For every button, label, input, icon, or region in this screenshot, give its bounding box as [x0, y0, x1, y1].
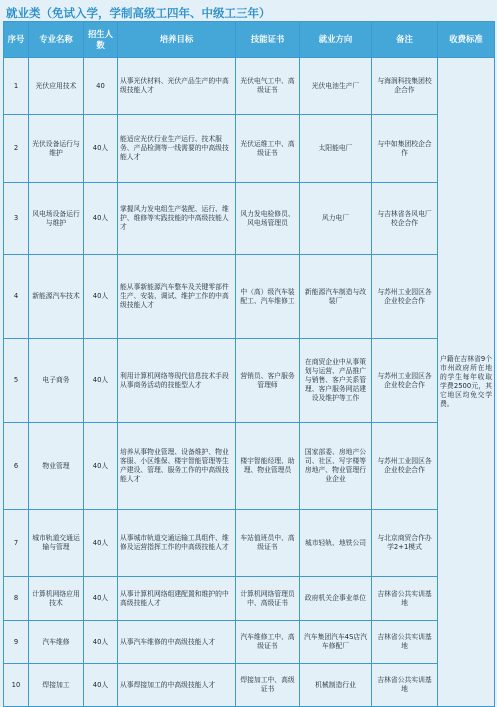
- row-career: 政府机关企事业单位: [300, 577, 372, 621]
- row-enroll: 40: [84, 58, 118, 115]
- table-header-row: [4, 22, 495, 58]
- row-no: 6: [4, 423, 29, 510]
- row-major: 光伏设备运行与维护: [29, 115, 84, 183]
- header-major: 专业名称: [29, 22, 84, 58]
- row-major: 电子商务: [29, 339, 84, 423]
- table-row: [4, 423, 495, 510]
- row-enroll: 40人: [84, 255, 118, 339]
- row-major: 汽车维修: [29, 621, 84, 664]
- row-cert: 光伏运维工中、高级证书: [236, 115, 300, 183]
- row-career: 汽车集团汽车4S店汽车修配厂: [300, 621, 372, 664]
- header-fee: 收费标准: [438, 22, 495, 58]
- row-goal: 从事计算机网络组建配置和维护的中高级技能人才: [118, 577, 236, 621]
- table-row: [4, 577, 495, 621]
- row-note: 与北京商贸合作办学2+1模式: [372, 510, 438, 577]
- row-major: 新能源汽车技术: [29, 255, 84, 339]
- row-enroll: 40人: [84, 115, 118, 183]
- row-goal: 利用计算机网络等现代信息技术手段从事商务活动的技能型人才: [118, 339, 236, 423]
- row-no: 5: [4, 339, 29, 423]
- row-note: 与海润科技集团校企合作: [372, 58, 438, 115]
- row-no: 4: [4, 255, 29, 339]
- row-cert: 光伏电气工中、高级证书: [236, 58, 300, 115]
- row-cert: 车站值班员中、高级证书: [236, 510, 300, 577]
- table-row: [4, 115, 495, 183]
- row-enroll: 40人: [84, 423, 118, 510]
- row-note: 吉林省公共实训基地: [372, 577, 438, 621]
- row-note: 与中如集团校企合作: [372, 115, 438, 183]
- row-cert: 营销员、客户服务管理师: [236, 339, 300, 423]
- row-enroll: 40人: [84, 183, 118, 255]
- row-major: 焊接加工: [29, 664, 84, 707]
- row-note: 吉林省公共实训基地: [372, 664, 438, 707]
- row-cert: 焊接加工中、高级证书: [236, 664, 300, 707]
- row-cert: 楼宇智能经理、助理、物业管理员: [236, 423, 300, 510]
- row-cert: 中（高）级汽车装配工、汽车维修工: [236, 255, 300, 339]
- row-career: 城市轻轨、地铁公司: [300, 510, 372, 577]
- table-row: [4, 255, 495, 339]
- row-major: 城市轨道交通运输与管理: [29, 510, 84, 577]
- table-row: [4, 183, 495, 255]
- row-enroll: 40人: [84, 577, 118, 621]
- row-no: 8: [4, 577, 29, 621]
- header-goal: 培养目标: [118, 22, 236, 58]
- row-note: 吉林省公共实训基地: [372, 621, 438, 664]
- row-major: 计算机网络应用技术: [29, 577, 84, 621]
- row-no: 3: [4, 183, 29, 255]
- row-note: 与吉林省各风电厂校企合作: [372, 183, 438, 255]
- row-goal: 从事光伏材料、光伏产品生产的中高级技能人才: [118, 58, 236, 115]
- table-row: [4, 58, 495, 115]
- header-note: 备注: [372, 22, 438, 58]
- row-career: 风力电厂: [300, 183, 372, 255]
- row-no: 2: [4, 115, 29, 183]
- header-cert: 技能证书: [236, 22, 300, 58]
- header-enroll: 招生人数: [84, 22, 118, 58]
- row-career: 在商贸企业中从事策划与运营、产品推广与销售、客户关系管理、客户服务网站建设及维护等工作: [300, 339, 372, 423]
- row-no: 9: [4, 621, 29, 664]
- row-enroll: 40人: [84, 339, 118, 423]
- row-goal: 培养从事物业管理、设备维护、物业客服、小区维保、楼宇智能管理等生产建设、管理、服务工作的中高级技能人才: [118, 423, 236, 510]
- row-goal: 能适应光伏行业生产运行、技术服务、产品检测等一线需要的中高级技能人才: [118, 115, 236, 183]
- section-title: 就业类（免试入学，学制高级工四年、中级工三年）: [6, 6, 271, 20]
- row-cert: 汽车维修工中、高级证书: [236, 621, 300, 664]
- row-enroll: 40人: [84, 664, 118, 707]
- header-no: 序号: [4, 22, 29, 58]
- table-row: [4, 664, 495, 707]
- row-no: 7: [4, 510, 29, 577]
- row-career: 光伏电池生产厂: [300, 58, 372, 115]
- row-goal: 从事焊接加工的中高级技能人才: [118, 664, 236, 707]
- header-career: 就业方向: [300, 22, 372, 58]
- row-note: 与苏州工业园区各企业校企合作: [372, 255, 438, 339]
- row-goal: 从事城市轨道交通运输工具组件、维修及运营指挥工作的中高级技能人才: [118, 510, 236, 577]
- major-table: [3, 21, 495, 707]
- row-career: 新能源汽车制造与改装厂: [300, 255, 372, 339]
- table-row: [4, 621, 495, 664]
- row-cert: 风力发电检修员、风电场管理员: [236, 183, 300, 255]
- fee-standard: 户籍在吉林省9个市州政府所在地的学生每年收取学费2500元，其它地区均免交学费。: [438, 58, 495, 707]
- row-career: 国家部委、房地产公司、社区、写字楼等房地产、物业管理行业企业: [300, 423, 372, 510]
- row-major: 物业管理: [29, 423, 84, 510]
- row-no: 10: [4, 664, 29, 707]
- row-major: 光伏应用技术: [29, 58, 84, 115]
- row-career: 太阳能电厂: [300, 115, 372, 183]
- row-goal: 从事汽车维修的中高级技能人才: [118, 621, 236, 664]
- table-row: [4, 339, 495, 423]
- row-enroll: 40人: [84, 510, 118, 577]
- row-goal: 能从事新能源汽车整车及关键零部件生产、安装、调试、维护工作的中高级技能人才: [118, 255, 236, 339]
- row-enroll: 40人: [84, 621, 118, 664]
- row-major: 风电场设备运行与维护: [29, 183, 84, 255]
- table-row: [4, 510, 495, 577]
- row-note: 与苏州工业园区各企业校企合作: [372, 423, 438, 510]
- row-career: 机械制造行业: [300, 664, 372, 707]
- row-cert: 计算机网络管理员中、高级证书: [236, 577, 300, 621]
- row-goal: 掌握风力发电组生产装配、运行、维护、维修等实践技能的中高级技能人才: [118, 183, 236, 255]
- row-note: 与苏州工业园区各企业校企合作: [372, 339, 438, 423]
- row-no: 1: [4, 58, 29, 115]
